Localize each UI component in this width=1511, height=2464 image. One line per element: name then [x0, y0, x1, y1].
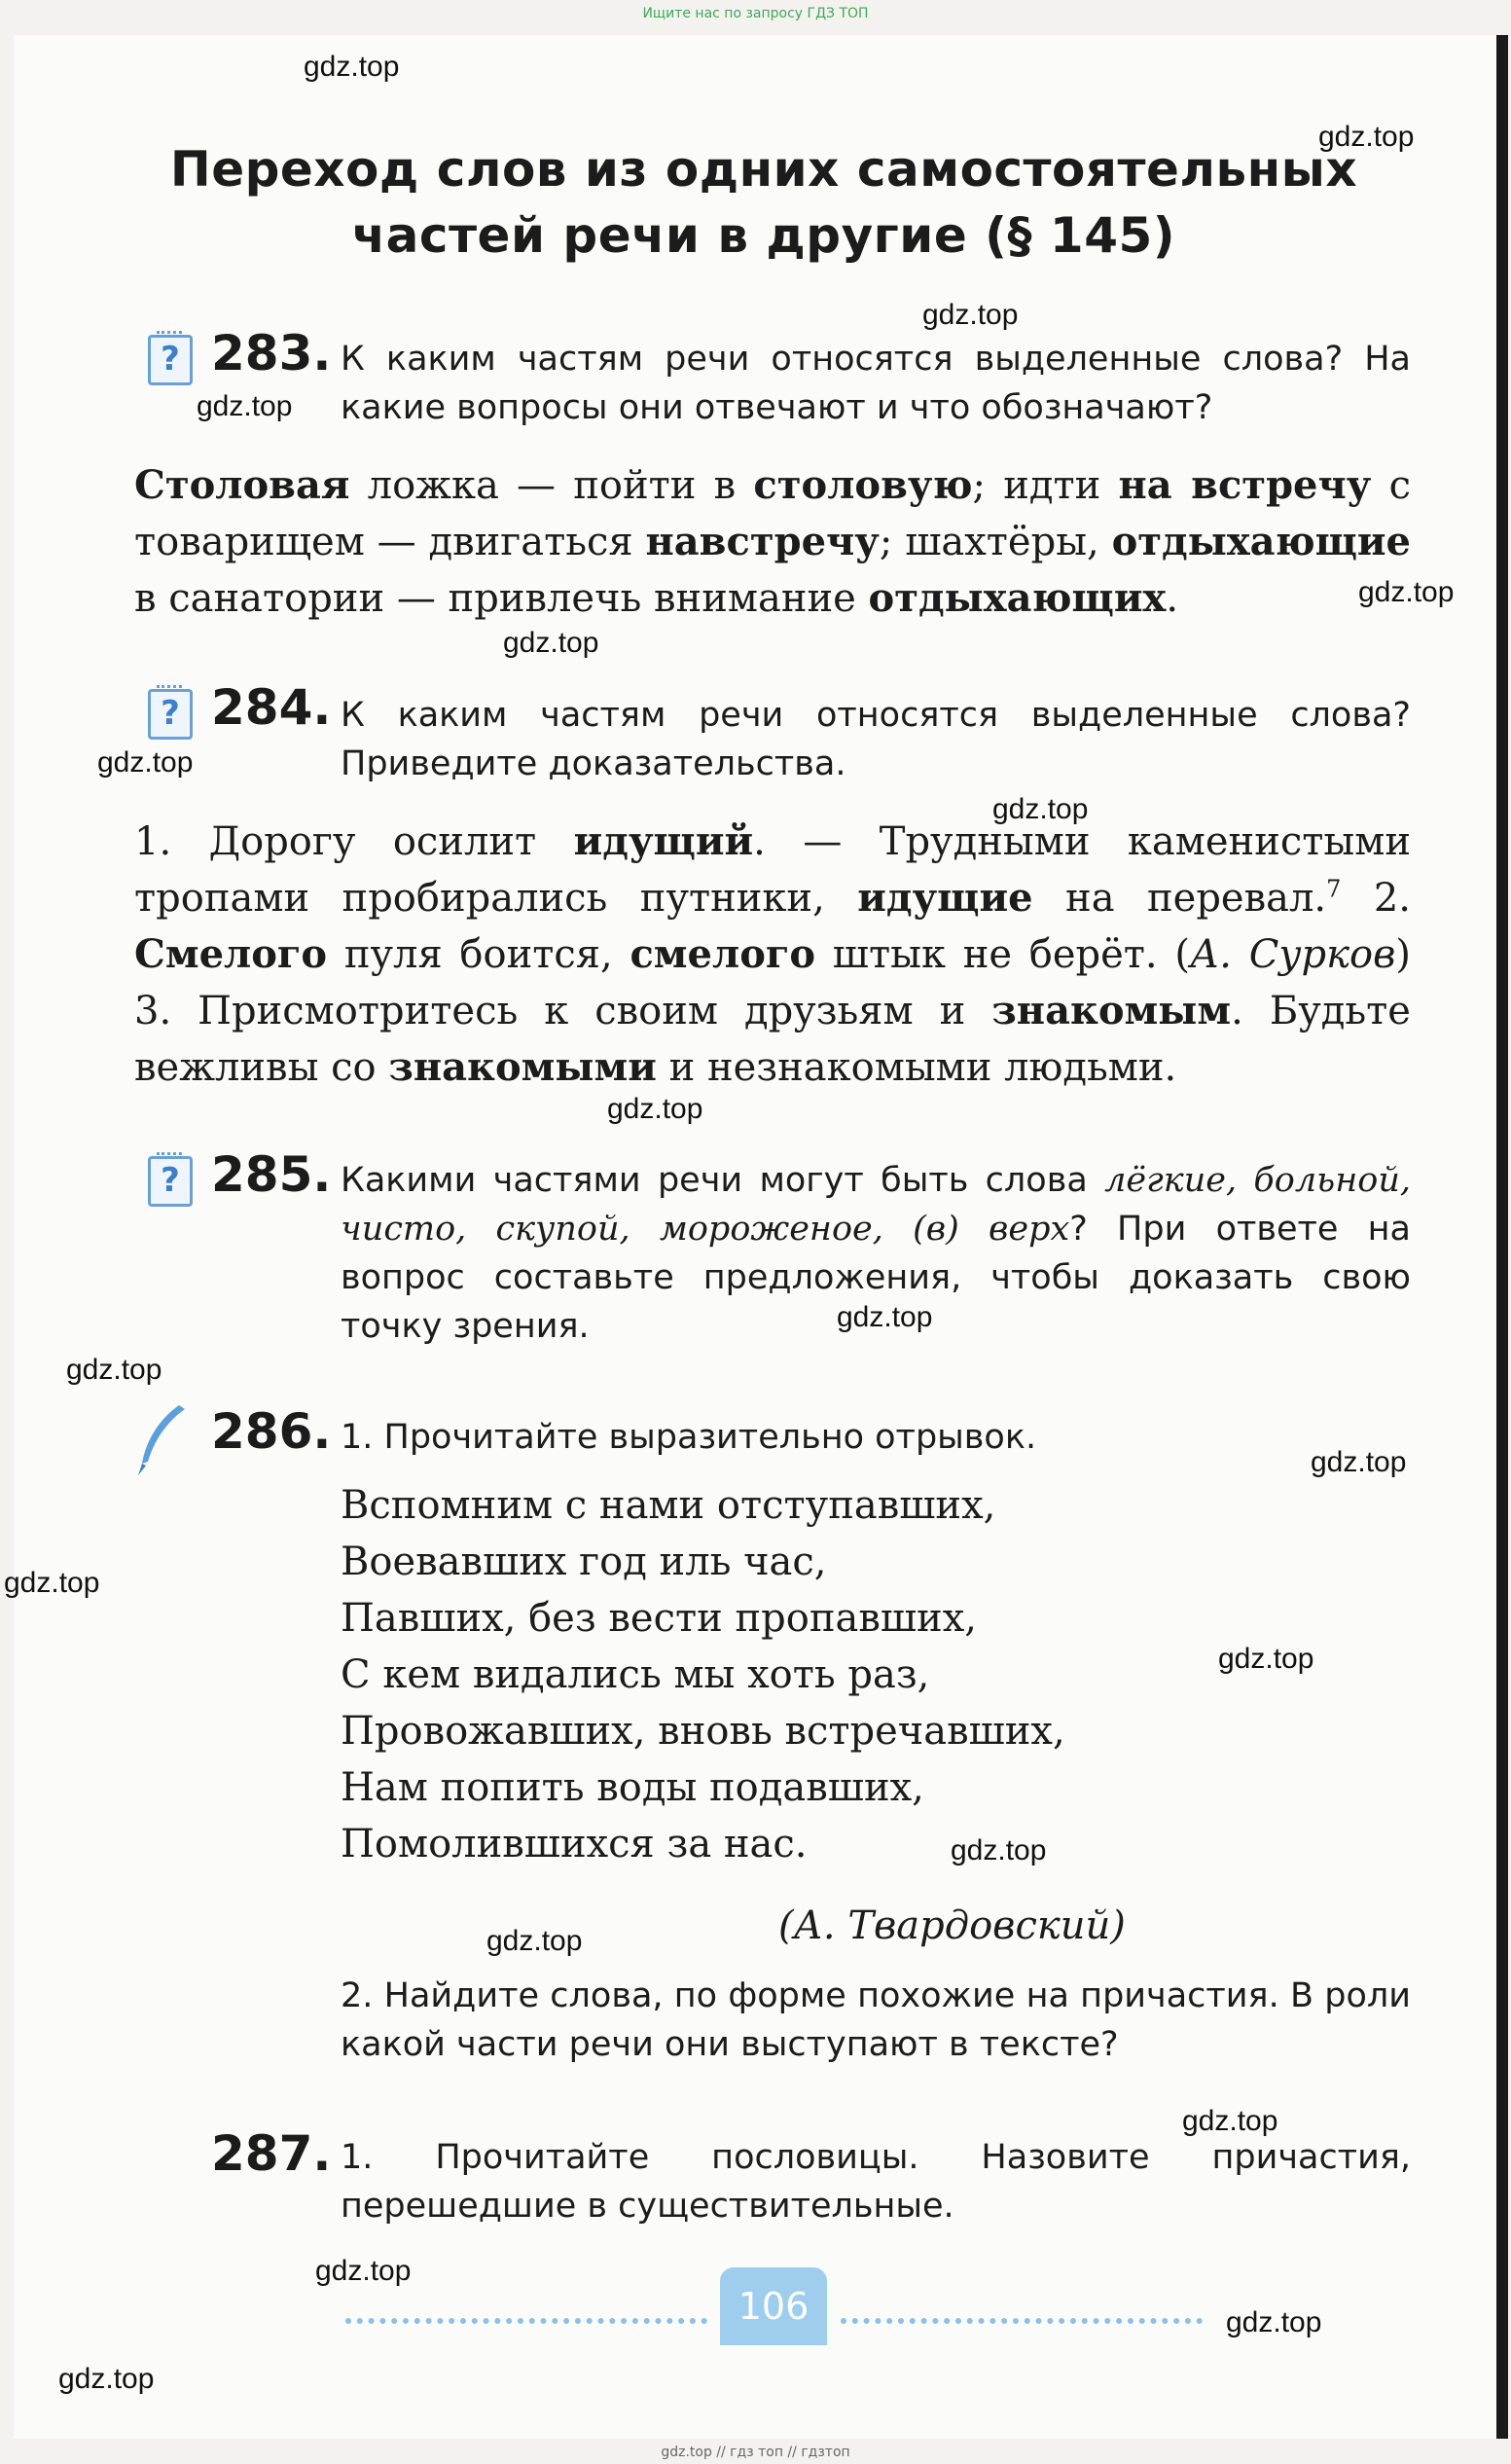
watermark: gdz.top [922, 299, 1019, 331]
watermark: gdz.top [1311, 1446, 1407, 1478]
title-line-1: Переход слов из одних самостоятельных [169, 141, 1358, 198]
pen-icon [130, 1401, 189, 1479]
question-icon: ? [148, 689, 193, 740]
watermark: gdz.top [97, 746, 194, 779]
poem-line: С кем видались мы хоть раз, [341, 1652, 930, 1697]
exercise-number-287: 287. [211, 2125, 332, 2182]
exercise-number-285: 285. [211, 1146, 332, 1203]
exercise-284-text: 1. Дорогу осилит идущий. — Трудными каменистыми тропами пробирались путники, идущие на перевал.$^7$ 2. Смелого пуля боится, смелого штык не берёт. (А. Сурков) 3. Присмотритесь к своим друзьям и знакомым. Будьте вежливы со знакомыми и незнакомыми людьми. [134, 818, 1412, 1090]
exercise-283-question: К каким частям речи относятся выделенные слова? На какие вопросы они отвечают и что обозначают? [341, 340, 1411, 427]
poem-line: Павших, без вести пропавших, [341, 1596, 977, 1641]
watermark: gdz.top [304, 51, 400, 83]
exercise-number-286: 286. [211, 1403, 332, 1460]
poem-author: (А. Твардовский) [778, 1903, 1126, 1948]
poem-line: Провожавших, вновь встречавших, [341, 1709, 1065, 1754]
watermark: gdz.top [1182, 2105, 1278, 2137]
watermark: gdz.top [315, 2255, 412, 2287]
exercise-286-task-1: 1. Прочитайте выразительно отрывок. [341, 1418, 1037, 1457]
exercise-number-284: 284. [211, 679, 332, 736]
watermark: gdz.top [66, 1354, 162, 1386]
footer-divider [841, 2318, 1203, 2330]
exercise-286-task-2: 2. Найдите слова, по форме похожие на причастия. В роли какой части речи они выступают в тексте? [341, 1976, 1411, 2064]
exercise-284-question: К каким частям речи относятся выделенные слова? Приведите доказательства. [341, 696, 1411, 783]
bottom-links[interactable]: gdz.top // гдз топ // гдзтоп [661, 2445, 850, 2460]
title-line-2: частей речи в другие (§ 145) [351, 207, 1176, 264]
watermark: gdz.top [197, 390, 293, 422]
watermark: gdz.top [486, 1925, 583, 1957]
watermark: gdz.top [4, 1567, 100, 1599]
poem-line: Воевавших год иль час, [341, 1540, 827, 1584]
poem-line: Помолившихся за нас. [341, 1822, 808, 1866]
page-number: 106 [720, 2267, 827, 2345]
top-banner[interactable]: Ищите нас по запросу ГДЗ ТОП [642, 6, 869, 21]
exercise-285-question: Какими частями речи могут быть слова лёгкие, больной, чисто, скупой, мороженое, (в) верх? При ответе на вопрос составьте предложения, чтобы доказать свою точку зрения. [341, 1161, 1412, 1346]
exercise-number-283: 283. [211, 325, 332, 381]
watermark: gdz.top [1218, 1643, 1314, 1675]
question-icon: ? [148, 1156, 193, 1207]
poem-line: Нам попить воды подавших, [341, 1765, 924, 1810]
watermark: gdz.top [951, 1834, 1047, 1866]
exercise-283-text: Столовая ложка — пойти в столовую; идти на встречу с товарищем — двигаться навстречу; шахтёры, отдыхающие в санатории — привлечь внимание отдыхающих. [134, 462, 1412, 621]
section-title [136, 136, 1391, 269]
poem-line: Вспомним с нами отступавших, [341, 1483, 996, 1528]
watermark: gdz.top [1358, 576, 1455, 608]
watermark: gdz.top [503, 627, 599, 659]
page-edge [1496, 35, 1508, 2439]
poem [341, 1477, 1313, 1872]
watermark: gdz.top [607, 1093, 703, 1125]
watermark: gdz.top [837, 1301, 933, 1333]
footer-divider [345, 2318, 707, 2330]
watermark: gdz.top [1226, 2306, 1322, 2338]
watermark: gdz.top [992, 793, 1089, 825]
exercise-287-task-1: 1. Прочитайте пословицы. Назовите причастия, перешедшие в существительные. [341, 2138, 1411, 2226]
watermark: gdz.top [58, 2363, 155, 2395]
watermark: gdz.top [1318, 121, 1415, 153]
question-icon: ? [148, 335, 193, 385]
